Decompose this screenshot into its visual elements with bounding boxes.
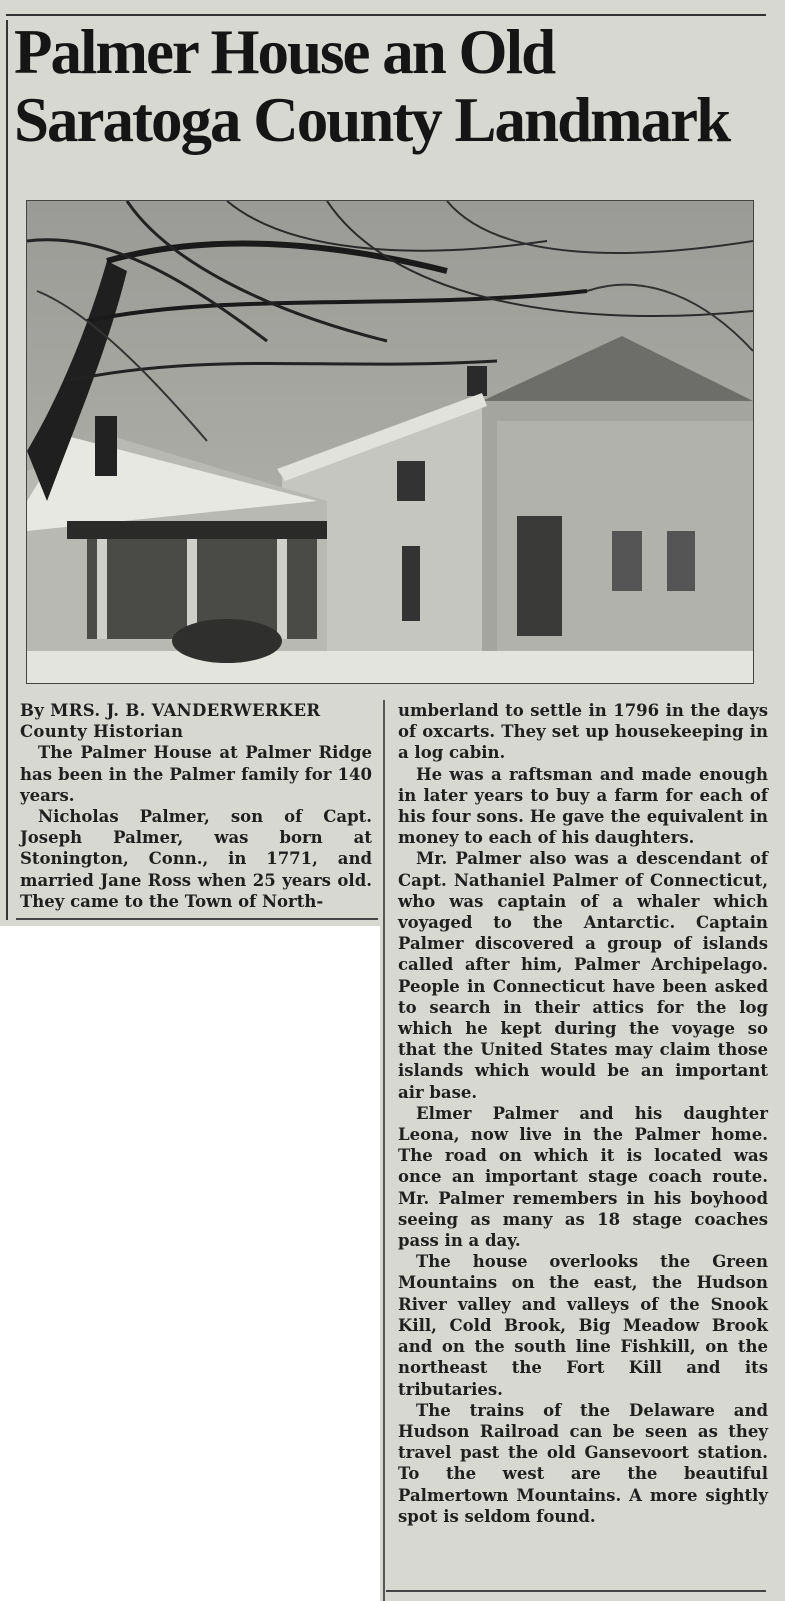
paragraph: Nicholas Palmer, son of Capt. Joseph Palmer, was born at Stonington, Conn., in 1771, and married Jane Ross when 25 years old. They came to the Town of North- (20, 807, 372, 911)
paragraph: The trains of the Delaware and Hudson Railroad can be seen as they travel past the old Gansevoort station. To the west are the beautiful Palmertown Mountains. A more sightly spot is seldom found. (398, 1400, 768, 1526)
byline-title: County Historian (20, 722, 184, 742)
paragraph: He was a raftsman and made enough in later years to buy a farm for each of his four sons. He gave the equivalent in money to each of his daughters. (398, 764, 768, 848)
column-2-end-rule (386, 1590, 766, 1592)
paragraph: umberland to settle in 1796 in the days of oxcarts. They set up housekeeping in a log cabin. (398, 701, 768, 763)
column-divider (383, 700, 385, 1601)
column-1-end-rule (16, 918, 378, 920)
blank-area (0, 926, 380, 1601)
house-photo (26, 200, 754, 684)
top-rule (6, 14, 766, 16)
paragraph: The Palmer House at Palmer Ridge has been in the Palmer family for 140 years. (20, 743, 372, 805)
article-column-1 (20, 700, 372, 912)
left-rule (6, 20, 8, 920)
paragraph: The house overlooks the Green Mountains on the east, the Hudson River valley and valleys of the Snook Kill, Cold Brook, Big Meadow Brook and on the south line Fishkill, on the northeast the Fort Kill and its tributaries. (398, 1252, 768, 1399)
paragraph: Mr. Palmer also was a descendant of Capt. Nathaniel Palmer of Connecticut, who was captain of a whaler which voyaged to the Antarctic. Captain Palmer discovered a group of islands called after him, Palmer Archipelago. People in Connecticut have been asked to search in their attics for the log which he kept during the voyage so that the United States may claim those islands which would be an important air base. (398, 849, 768, 1102)
byline-name: By MRS. J. B. VANDERWERKER (20, 701, 321, 720)
article-column-2 (398, 700, 768, 1527)
headline (14, 18, 774, 154)
paragraph: Elmer Palmer and his daughter Leona, now live in the Palmer home. The road on which it is located was once an important stage coach route. Mr. Palmer remembers in his boyhood seeing as many as 18 stage coaches pass in a day. (398, 1103, 768, 1251)
headline-line-1: Palmer House an Old (14, 17, 555, 87)
headline-line-2: Saratoga County Landmark (14, 85, 730, 155)
house-photo-icon (27, 201, 753, 683)
